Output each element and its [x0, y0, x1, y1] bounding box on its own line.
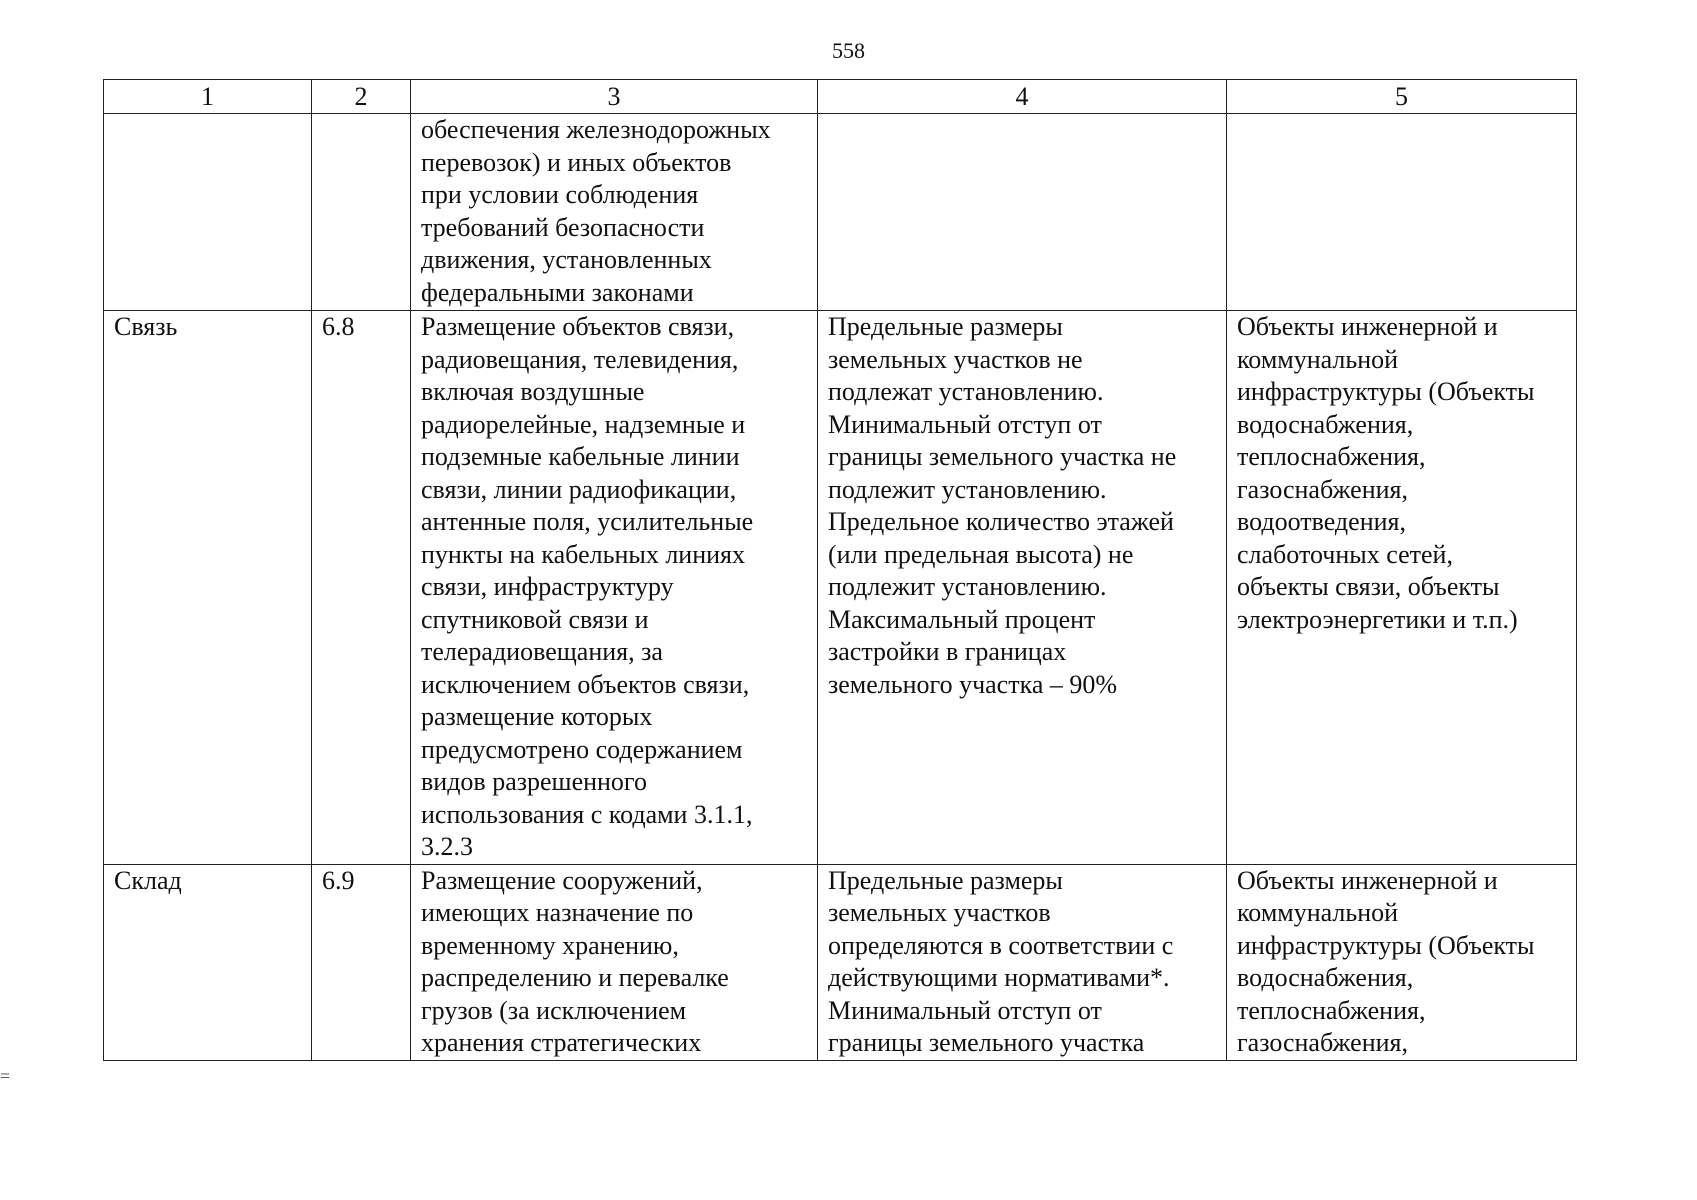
use-name-text: Связь	[114, 312, 178, 341]
column-header-5: 5	[1227, 80, 1577, 114]
parameters-text: Предельные размеры земельных участков не подлежат установлению. Минимальный отступ от границы земельного участка не подлежит установлению. Предельное количество этажей (или предельная высота) не подлежит установлению. Максимальный процент застройки в границах земельного участка – 90%	[828, 312, 1177, 699]
table-row-svyaz	[104, 311, 1577, 865]
use-code-text: 6.9	[322, 865, 355, 895]
use-name-cell	[104, 864, 312, 1060]
objects-cell	[1227, 311, 1577, 865]
use-description-cell	[411, 311, 818, 865]
parameters-cell	[818, 114, 1227, 311]
parameters-text: Предельные размеры земельных участков определяются в соответствии с действующими нормативами*. Минимальный отступ от границы земельного участка	[828, 865, 1174, 1057]
objects-text: Объекты инженерной и коммунальной инфраструктуры (Объекты водоснабжения, теплоснабжения, газоснабжения,	[1237, 865, 1535, 1057]
use-description-text: обеспечения железнодорожных перевозок) и иных объектов при условии соблюдения требований безопасности движения, установленных федеральными законами	[421, 115, 771, 307]
use-description-cell	[411, 864, 818, 1060]
page-number: 558	[832, 38, 865, 63]
column-header-4: 4	[818, 80, 1227, 114]
objects-text: Объекты инженерной и коммунальной инфраструктуры (Объекты водоснабжения, теплоснабжения, газоснабжения, водоотведения, слаботочных сетей, объекты связи, объекты электроэнергетики и т.п.)	[1237, 312, 1535, 634]
table-row-sklad	[104, 864, 1577, 1060]
use-code-text: 6.8	[322, 312, 355, 341]
column-header-3: 3	[411, 80, 818, 114]
use-name-cell	[104, 311, 312, 865]
column-header-2: 2	[312, 80, 411, 114]
use-description-text: Размещение объектов связи, радиовещания, телевидения, включая воздушные радиорелейные, надземные и подземные кабельные линии связи, линии радиофикации, антенные поля, усилительные пункты на кабельных линиях связи, инфраструктуру спутниковой связи и телерадиовещания, за исключением объектов связи, размещение которых предусмотрено содержанием видов разрешенного использования с кодами 3.1.1, 3.2.3	[421, 312, 754, 861]
objects-cell	[1227, 114, 1577, 311]
use-name-cell	[104, 114, 312, 311]
use-code-cell	[312, 864, 411, 1060]
use-name-text: Склад	[114, 865, 182, 895]
table-row-continuation	[104, 114, 1577, 311]
objects-cell	[1227, 864, 1577, 1060]
table-header-row	[104, 80, 1577, 114]
use-description-cell	[411, 114, 818, 311]
parameters-cell	[818, 311, 1227, 865]
parameters-cell	[818, 864, 1227, 1060]
zoning-table	[103, 79, 1577, 1061]
use-code-cell	[312, 311, 411, 865]
column-header-1: 1	[104, 80, 312, 114]
use-description-text: Размещение сооружений, имеющих назначение по временному хранению, распределению и перевалке грузов (за исключением хранения стратегических	[421, 865, 729, 1057]
scan-edge-mark: =	[0, 1066, 11, 1086]
use-code-cell	[312, 114, 411, 311]
